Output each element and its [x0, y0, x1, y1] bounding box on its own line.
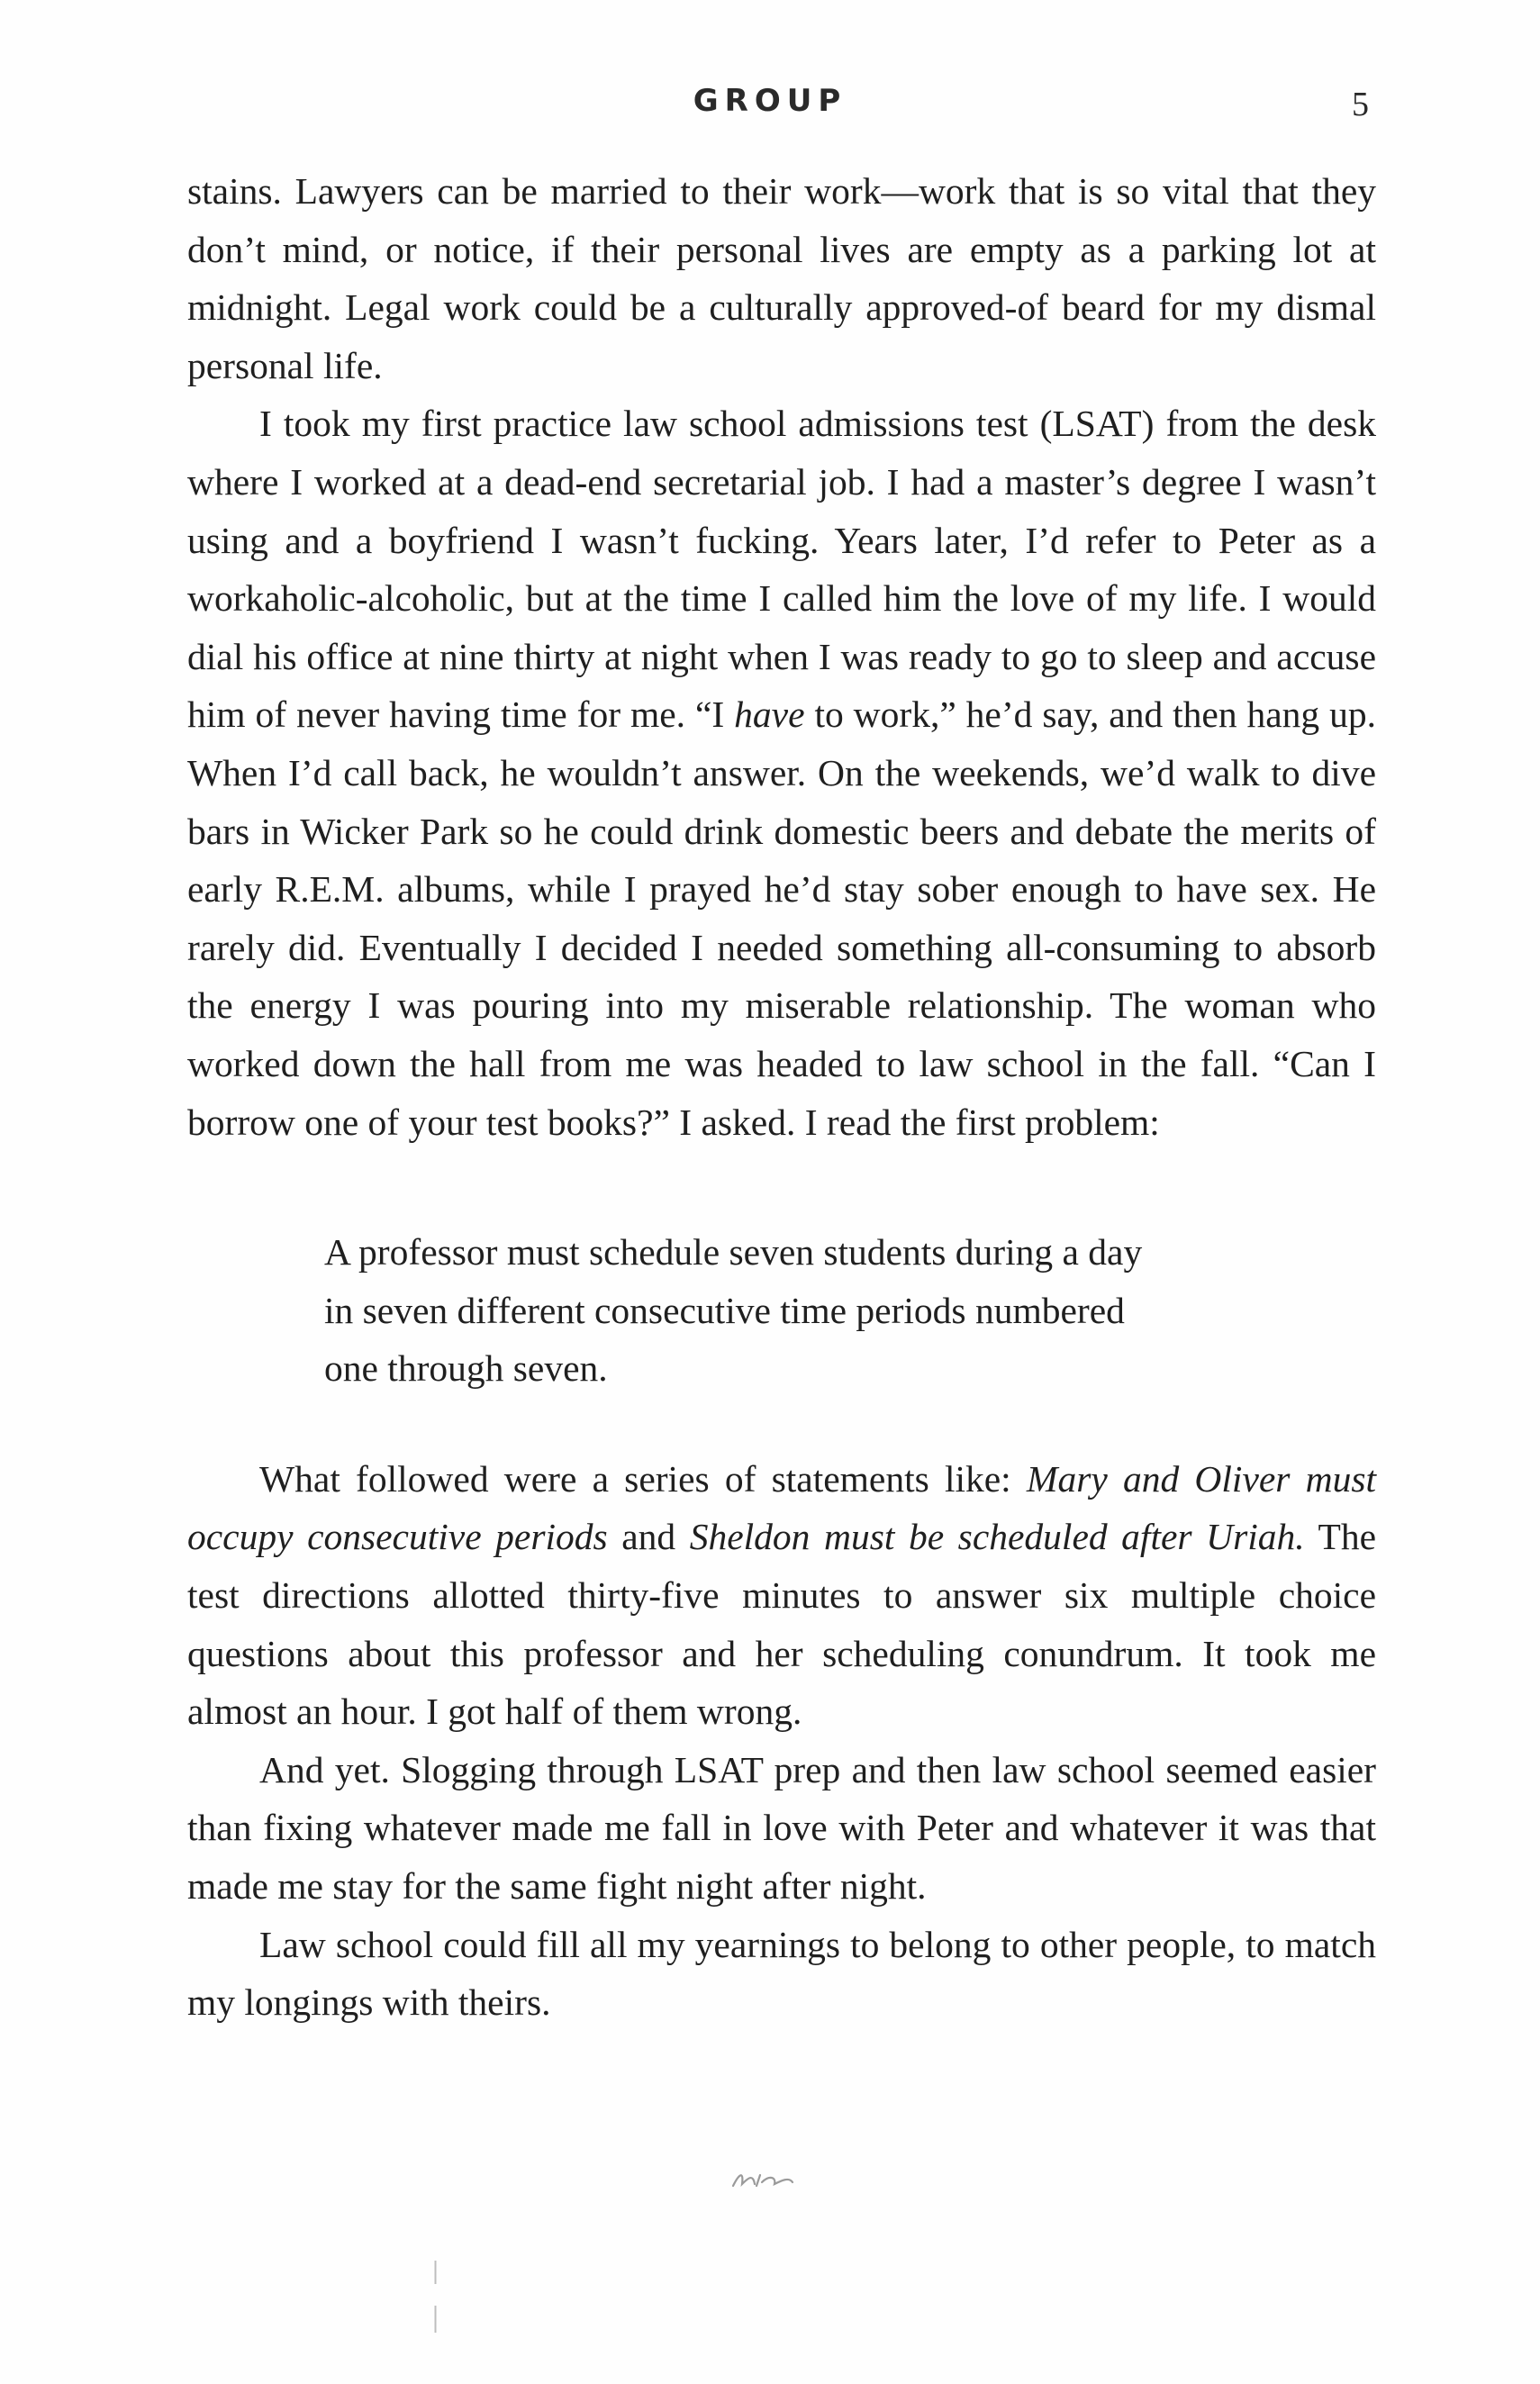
paragraph-3-text-b: and [607, 1516, 690, 1558]
paragraph-3-emphasis-2: Sheldon must be scheduled after Uriah. [689, 1516, 1305, 1558]
paragraph-3-text-c: The test directions allotted thirty-five minutes to answer six multiple choice questions about this professor and her scheduling conundrum. It took me almost an hour. I got half of them wrong. [187, 1516, 1376, 1733]
quote-line: A professor must schedule seven students during a day [324, 1231, 1143, 1274]
quote-line: in seven different consecutive time periods numbered [324, 1289, 1125, 1331]
handwritten-mark [729, 2157, 838, 2193]
paragraph-3 [187, 1450, 1376, 1741]
quote-line: one through seven. [324, 1347, 608, 1390]
margin-mark [434, 2261, 437, 2333]
paragraph-1: stains. Lawyers can be married to their work—work that is so vital that they don’t mind, or notice, if their personal lives are empty as a parking lot at midnight. Legal work could be a culturally approved-of beard for my dismal personal life. [187, 170, 1376, 386]
paragraph-2-text-b: to work,” he’d say, and then hang up. When I’d call back, he wouldn’t answer. On the weekends, we’d walk to dive bars in Wicker Park so he could drink domestic beers and debate the merits of early R.E.M. albums, while I prayed he’d stay sober enough to have sex. He rarely did. Eventually I decided I needed something all-consuming to absorb the energy I was pouring into my miserable relationship. The woman who worked down the hall from me was headed to law school in the fall. “Can I borrow one of your test books?” I asked. I read the first problem: [187, 693, 1376, 1143]
page-header [0, 72, 1540, 126]
paragraph-4: And yet. Slogging through LSAT prep and then law school seemed easier than fixing whatever made me fall in love with Peter and whatever it was that made me stay for the same fight night after night. [187, 1748, 1376, 1908]
body-text [187, 162, 1376, 2032]
paragraph-2-emphasis: have [734, 693, 805, 736]
block-quote [187, 1223, 1243, 1398]
paragraph-5: Law school could fill all my yearnings to belong to other people, to match my longings with theirs. [187, 1923, 1376, 2024]
paragraph-2 [187, 394, 1376, 1151]
paragraph-3-emphasis-1: Mary and Oliver must occupy consecutive periods [187, 1457, 1377, 1558]
paragraph-3-text-a: What followed were a series of statements like: [259, 1457, 1027, 1500]
paragraph-2-text-a: I took my first practice law school admissions test (LSAT) from the desk where I worked at a dead-end secretarial job. I had a master’s degree I wasn’t using and a boyfriend I wasn’t fucking. Years later, I’d refer to Peter as a workaholic-alcoholic, but at the time I called him the love of my life. I would dial his office at nine thirty at night when I was ready to go to sleep and accuse him of never having time for me. “I [187, 403, 1376, 736]
running-head: GROUP [693, 83, 847, 119]
page-number: 5 [1352, 86, 1369, 123]
